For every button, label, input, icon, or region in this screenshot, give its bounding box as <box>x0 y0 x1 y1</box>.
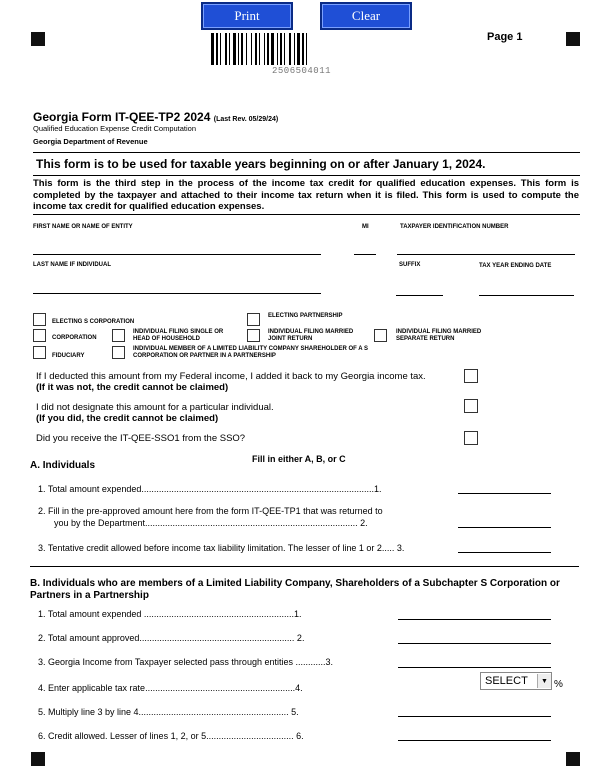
s-corporation-label: ELECTING S CORPORATION <box>52 319 135 325</box>
barcode-bar <box>284 33 285 65</box>
tax-year-end-label: TAX YEAR ENDING DATE <box>479 263 552 269</box>
llc-member-checkbox[interactable] <box>112 346 125 359</box>
divider <box>30 566 579 567</box>
tax-rate-select-value: SELECT <box>485 675 528 687</box>
single-hoh-label: INDIVIDUAL FILING SINGLE OR HEAD OF HOUSEHOLD <box>133 329 224 342</box>
applicability-note: This form is to be used for taxable years beginning on or after January 1, 2024. <box>36 157 486 171</box>
first-name-input[interactable] <box>33 240 321 255</box>
question-add-back-note: (If it was not, the credit cannot be claimed) <box>36 382 229 393</box>
registration-mark-top-left <box>31 32 45 46</box>
barcode-bar <box>297 33 300 65</box>
last-name-label: LAST NAME IF INDIVIDUAL <box>33 262 111 268</box>
s-corporation-checkbox[interactable] <box>33 313 46 326</box>
married-separate-label: INDIVIDUAL FILING MARRIED SEPARATE RETURN <box>396 329 482 342</box>
barcode-bar <box>255 33 257 65</box>
barcode-bar <box>211 33 214 65</box>
department-name: Georgia Department of Revenue <box>33 137 148 146</box>
clear-button[interactable]: Clear <box>320 2 412 30</box>
corporation-label: CORPORATION <box>52 335 97 341</box>
barcode-bar <box>302 33 304 65</box>
barcode-bar <box>259 33 260 65</box>
fiduciary-checkbox[interactable] <box>33 346 46 359</box>
barcode-bar <box>289 33 291 65</box>
sso-receipt-checkbox[interactable] <box>464 431 478 445</box>
percent-sign: % <box>554 679 563 690</box>
married-joint-checkbox[interactable] <box>247 329 260 342</box>
barcode-bar <box>238 33 239 65</box>
question-sso-receipt: Did you receive the IT-QEE-SSO1 from the SSO? <box>36 433 246 444</box>
barcode-bar <box>220 33 221 65</box>
question-designation-note: (If you did, the credit cannot be claimed) <box>36 413 219 424</box>
page-label: Page 1 <box>487 31 523 43</box>
barcode-bar <box>246 33 247 65</box>
a-line-2-input[interactable] <box>458 513 551 528</box>
barcode-bar <box>225 33 227 65</box>
section-a-title: A. Individuals <box>30 460 96 471</box>
divider <box>33 152 580 153</box>
single-hoh-checkbox[interactable] <box>112 329 125 342</box>
b-line-1-input[interactable] <box>398 605 551 620</box>
form-description: This form is the third step in the process of the income tax credit for qualified education expenses. This form is completed by the taxpayer and attached to their income tax return when it is filed. This form is used to compute the income tax credit for qualified education expenses. <box>33 178 579 212</box>
corporation-checkbox[interactable] <box>33 329 46 342</box>
partnership-checkbox[interactable] <box>247 313 260 326</box>
a-line-1-label: 1. Total amount expended.............................................................................................1. <box>38 484 382 494</box>
tax-rate-select[interactable] <box>480 672 552 690</box>
print-button[interactable]: Print <box>201 2 293 30</box>
question-add-back <box>36 371 426 393</box>
divider <box>33 175 580 176</box>
registration-mark-top-right <box>566 32 580 46</box>
chevron-down-icon: ▼ <box>537 674 551 688</box>
b-line-1-label: 1. Total amount expended ............................................................1. <box>38 609 302 619</box>
registration-mark-bottom-right <box>566 752 580 766</box>
question-add-back-text: If I deducted this amount from my Federal income, I added it back to my Georgia income tax. <box>36 371 426 382</box>
a-line-2-label-cont: you by the Department..................................................................................... 2. <box>54 518 368 528</box>
designation-checkbox[interactable] <box>464 399 478 413</box>
barcode-bar <box>271 33 274 65</box>
a-line-1-input[interactable] <box>458 479 551 494</box>
b-line-6-label: 6. Credit allowed. Lesser of lines 1, 2, or 5................................... 6. <box>38 731 304 741</box>
tin-label: TAXPAYER IDENTIFICATION NUMBER <box>400 224 509 230</box>
barcode-bar <box>241 33 243 65</box>
partnership-label: ELECTING PARTNERSHIP <box>268 313 343 319</box>
form-subtitle: Qualified Education Expense Credit Computation <box>33 124 197 133</box>
mi-label: MI <box>362 224 369 230</box>
barcode-bar <box>267 33 269 65</box>
last-name-input[interactable] <box>33 279 321 294</box>
form-title: Georgia Form IT-QEE-TP2 2024 <box>33 110 211 124</box>
first-name-label: FIRST NAME OR NAME OF ENTITY <box>33 224 133 230</box>
married-separate-checkbox[interactable] <box>374 329 387 342</box>
married-joint-label: INDIVIDUAL FILING MARRIED JOINT RETURN <box>268 329 354 342</box>
a-line-3-input[interactable] <box>458 538 551 553</box>
section-b-title: B. Individuals who are members of a Limited Liability Company, Shareholders of a Subchapter S Corporation or Partners in a Partnership <box>30 578 560 601</box>
tax-year-end-input[interactable] <box>479 281 574 296</box>
b-line-3-label: 3. Georgia Income from Taxpayer selected pass through entities ............3. <box>38 657 333 667</box>
barcode-bar <box>294 33 295 65</box>
middle-initial-input[interactable] <box>354 240 376 255</box>
taxpayer-id-input[interactable] <box>397 240 575 255</box>
b-line-5-label: 5. Multiply line 3 by line 4............................................................ 5. <box>38 707 299 717</box>
question-designation <box>36 402 274 424</box>
fill-instruction: Fill in either A, B, or C <box>252 454 346 464</box>
b-line-2-label: 2. Total amount approved.............................................................. 2. <box>38 633 305 643</box>
revision-date: (Last Rev. 05/29/24) <box>213 116 279 123</box>
a-line-2-label: 2. Fill in the pre-approved amount here from the form IT-QEE-TP1 that was returned to <box>38 506 383 516</box>
question-designation-text: I did not designate this amount for a particular individual. <box>36 402 274 413</box>
b-line-6-input[interactable] <box>398 726 551 741</box>
barcode-bar <box>216 33 218 65</box>
barcode-bar <box>264 33 265 65</box>
add-back-checkbox[interactable] <box>464 369 478 383</box>
barcode-number: 2506504011 <box>272 66 332 76</box>
barcode-bar <box>233 33 236 65</box>
divider <box>33 214 580 215</box>
registration-mark-bottom-left <box>31 752 45 766</box>
fiduciary-label: FIDUCIARY <box>52 353 85 359</box>
barcode-bar <box>280 33 282 65</box>
barcode-bar <box>277 33 278 65</box>
suffix-label: SUFFIX <box>399 262 421 268</box>
b-line-2-input[interactable] <box>398 629 551 644</box>
suffix-input[interactable] <box>396 281 443 296</box>
form-title-row <box>33 110 278 124</box>
barcode-bar <box>251 33 252 65</box>
b-line-3-input[interactable] <box>398 653 551 668</box>
llc-member-label: INDIVIDUAL MEMBER OF A LIMITED LIABILITY COMPANY SHAREHOLDER OF A S CORPORATION OR PARTNER IN A PARTNERSHIP <box>133 346 369 359</box>
a-line-3-label: 3. Tentative credit allowed before income tax liability limitation. The lesser of line 1 or 2..... 3. <box>38 543 405 553</box>
barcode-bar <box>306 33 307 65</box>
barcode-bar <box>229 33 230 65</box>
b-line-5-input[interactable] <box>398 702 551 717</box>
b-line-4-label: 4. Enter applicable tax rate............................................................4. <box>38 683 303 693</box>
